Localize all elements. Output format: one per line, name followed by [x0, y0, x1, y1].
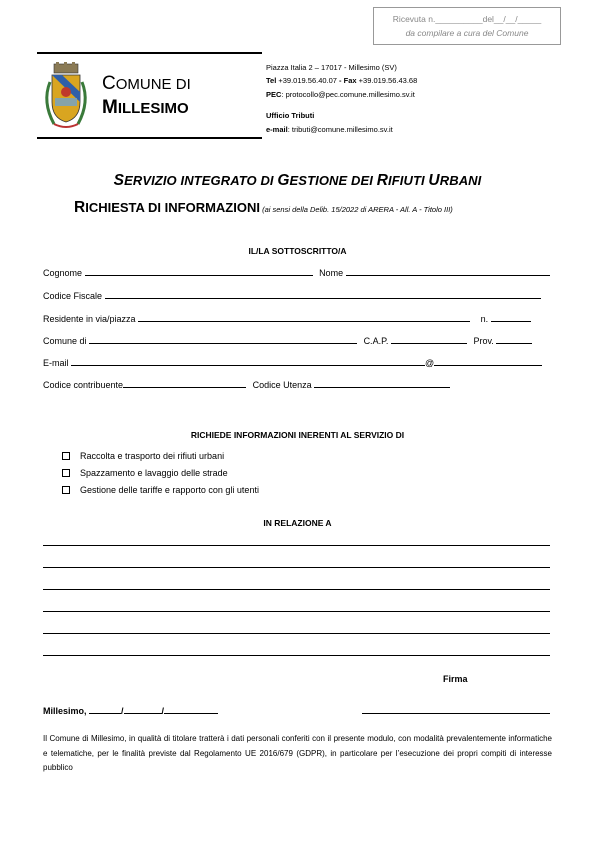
description-line[interactable] [43, 589, 550, 590]
receipt-box [373, 7, 561, 45]
row-codice-fiscale: Codice Fiscale [43, 289, 541, 302]
nome-field[interactable] [346, 266, 550, 276]
year-field[interactable] [164, 704, 218, 714]
email-domain-field[interactable] [434, 356, 542, 366]
indirizzo-field[interactable] [138, 312, 470, 322]
row-email: E-mail @ [43, 356, 542, 369]
day-field[interactable] [89, 704, 121, 714]
office-name: Ufficio Tributi [266, 111, 315, 121]
description-line[interactable] [43, 611, 550, 612]
privacy-notice: Il Comune di Millesimo, in qualità di titolare tratterà i dati personali conferiti con il presente modulo, con modalità prevalentemente informatiche e telematiche, per le finalità previste dal Regolamento UE 2016/679 (GDPR), in particolare per l’esecuzione dei propri compiti di interesse pubblico [43, 734, 552, 772]
cognome-field[interactable] [85, 266, 313, 276]
checkbox-icon[interactable] [62, 486, 70, 494]
row-comune: Comune di C.A.P. Prov. [43, 334, 532, 347]
codice-contribuente-field[interactable] [123, 378, 246, 388]
numero-civico-field[interactable] [491, 312, 531, 322]
description-line[interactable] [43, 655, 550, 656]
row-cognome-nome: Cognome Nome [43, 266, 550, 279]
option-raccolta[interactable]: Raccolta e trasporto dei rifiuti urbani [62, 448, 259, 465]
section-sottoscritto: IL/LA SOTTOSCRITTO/A [248, 246, 347, 256]
provincia-field[interactable] [496, 334, 532, 344]
header-rule-bottom [37, 137, 262, 139]
month-field[interactable] [124, 704, 162, 714]
description-line[interactable] [43, 567, 550, 568]
option-list [62, 448, 259, 499]
option-spazzamento[interactable]: Spazzamento e lavaggio delle strade [62, 465, 259, 482]
row-codici: Codice contribuente Codice Utenza [43, 378, 450, 391]
option-tariffe[interactable]: Gestione delle tariffe e rapporto con gli utenti [62, 482, 259, 499]
row-residente: Residente in via/piazza n. [43, 312, 531, 325]
header-rule-top [37, 52, 262, 54]
email-user-field[interactable] [71, 356, 425, 366]
office-email: e-mail: tributi@comune.millesimo.sv.it [266, 124, 393, 134]
address: Piazza Italia 2 – 17017 - Millesimo (SV) [266, 63, 397, 72]
signature-field[interactable] [362, 713, 550, 714]
document-title: SERVIZIO INTEGRATO DI GESTIONE DEI RIFIUTI URBANI [113, 172, 482, 189]
cap-field[interactable] [391, 334, 467, 344]
checkbox-icon[interactable] [62, 452, 70, 460]
municipal-crest-icon [40, 62, 92, 132]
date-row: Millesimo, / / [43, 704, 218, 716]
receipt-note: da compilare a cura del Comune [405, 28, 529, 38]
signature-label: Firma [443, 674, 468, 684]
municipality-name: COMUNE DI MILLESIMO [102, 73, 191, 118]
codice-utenza-field[interactable] [314, 378, 450, 388]
section-richiede: RICHIEDE INFORMAZIONI INERENTI AL SERVIZIO DI [190, 430, 405, 440]
document-subtitle: RICHIESTA DI INFORMAZIONI (ai sensi della Delib. 15/2022 di ARERA - All. A - Titolo III) [74, 199, 453, 216]
checkbox-icon[interactable] [62, 469, 70, 477]
contact-block [266, 61, 417, 136]
description-line[interactable] [43, 545, 550, 546]
description-line[interactable] [43, 633, 550, 634]
phone-fax: Tel +39.019.56.40.07 - Fax +39.019.56.43.68 [266, 76, 418, 86]
comune-field[interactable] [89, 334, 357, 344]
codice-fiscale-field[interactable] [105, 289, 541, 299]
receipt-number: Ricevuta n.__________del__/__/_____ [392, 14, 542, 24]
section-relazione: IN RELAZIONE A [263, 518, 332, 528]
pec: PEC: protocollo@pec.comune.millesimo.sv.it [266, 89, 415, 99]
